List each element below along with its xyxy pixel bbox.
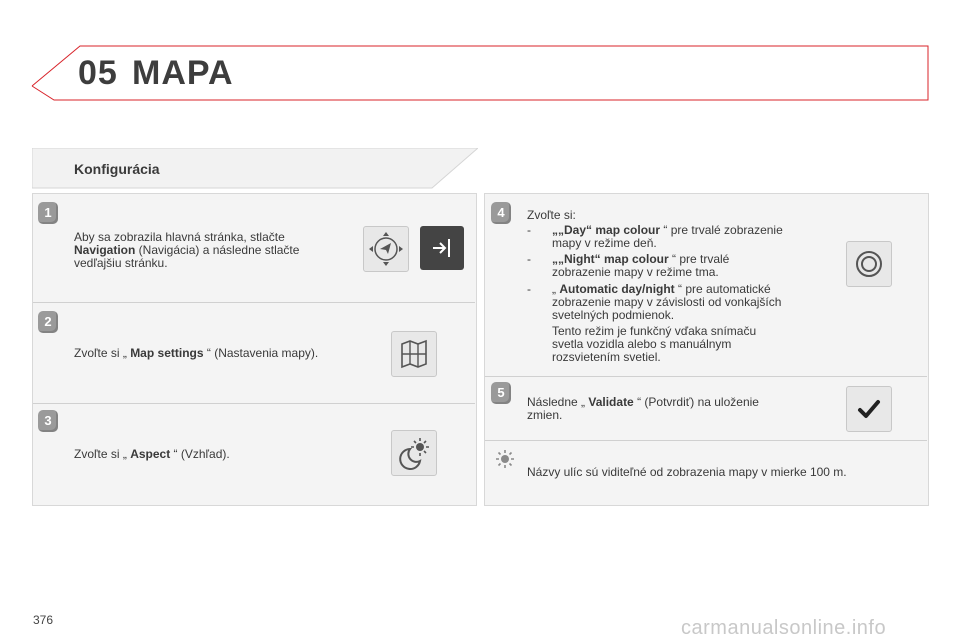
step-5-line2: zmien. — [527, 408, 563, 422]
note-line3: rozsvietením svetiel. — [552, 350, 661, 364]
step-3-badge: 3 — [38, 410, 58, 432]
step-4-dash-3: - — [527, 282, 531, 296]
checkmark-icon — [846, 386, 892, 432]
step-3-pre: Zvoľte si „ — [74, 447, 131, 461]
step-2-pre: Zvoľte si „ — [74, 346, 131, 360]
step-3-bold: Aspect — [130, 447, 171, 461]
divider — [33, 403, 475, 404]
aspect-day-night-icon — [391, 430, 437, 476]
option-night-line2: zobrazenie mapy v režime tma. — [552, 265, 719, 279]
step-4-note — [552, 325, 822, 364]
note-line2: svetla vozidla alebo s manuálnym — [552, 337, 732, 351]
step-5-badge: 5 — [491, 382, 511, 404]
option-day-rest: “ pre trvalé zobrazenie — [660, 223, 783, 237]
option-night-rest: “ pre trvalé — [668, 252, 730, 266]
step-5-post: “ (Potvrdiť) na uloženie — [633, 395, 759, 409]
note-line1: Tento režim je funkčný vďaka snímaču — [552, 324, 757, 338]
step-1-line-3: vedľajšiu stránku. — [74, 256, 168, 270]
option-day-bold: „„Day“ map colour — [552, 223, 661, 237]
option-day-line2: mapy v režime deň. — [552, 236, 657, 250]
navigation-arrows-icon — [363, 226, 409, 272]
step-4-dash-2: - — [527, 252, 531, 266]
chapter-title: MAPA — [132, 54, 234, 92]
step-1-line-1: Aby sa zobrazila hlavná stránka, stlačte — [74, 230, 285, 244]
step-4-option-day — [552, 224, 812, 250]
step-1-bold: Navigation — [74, 243, 136, 257]
step-1-text — [74, 231, 344, 270]
step-2-badge: 2 — [38, 311, 58, 333]
option-night-bold: „„Night“ map colour — [552, 252, 669, 266]
divider — [485, 440, 927, 441]
step-5-bold: Validate — [588, 395, 634, 409]
option-auto-rest: “ pre automatické — [674, 282, 771, 296]
option-auto-line3: svetelných podmienok. — [552, 308, 675, 322]
step-3-text — [74, 448, 374, 461]
step-3-post: “ (Vzhľad). — [170, 447, 230, 461]
circle-target-icon — [846, 241, 892, 287]
step-1-badge: 1 — [38, 202, 58, 224]
option-auto-bold: Automatic day/night — [559, 282, 675, 296]
section-title: Konfigurácia — [74, 161, 160, 177]
step-5-pre: Následne „ — [527, 395, 589, 409]
watermark: carmanualsonline.info — [681, 617, 887, 639]
secondary-page-icon — [420, 226, 464, 270]
step-4-dash-1: - — [527, 223, 531, 237]
map-settings-icon — [391, 331, 437, 377]
step-5-text — [527, 396, 797, 422]
step-2-text — [74, 347, 374, 360]
step-4-intro: Zvoľte si: — [527, 208, 576, 222]
divider — [33, 302, 475, 303]
step-2-post: “ (Nastavenia mapy). — [203, 346, 319, 360]
tip-text: Názvy ulíc sú viditeľné od zobrazenia mapy v mierke 100 m. — [527, 465, 847, 479]
chapter-number: 05 — [78, 54, 118, 92]
option-auto-line2: zobrazenie mapy v závislosti od vonkajších — [552, 295, 782, 309]
divider — [485, 376, 927, 377]
page-number: 376 — [33, 613, 54, 627]
option-auto-pre: „ — [552, 282, 560, 296]
step-2-bold: Map settings — [130, 346, 204, 360]
step-4-badge: 4 — [491, 202, 511, 224]
sun-tip-icon — [495, 449, 515, 469]
step-4-option-auto — [552, 283, 822, 322]
step-1-line-2: (Navigácia) a následne stlačte — [135, 243, 300, 257]
step-4-option-night — [552, 253, 812, 279]
